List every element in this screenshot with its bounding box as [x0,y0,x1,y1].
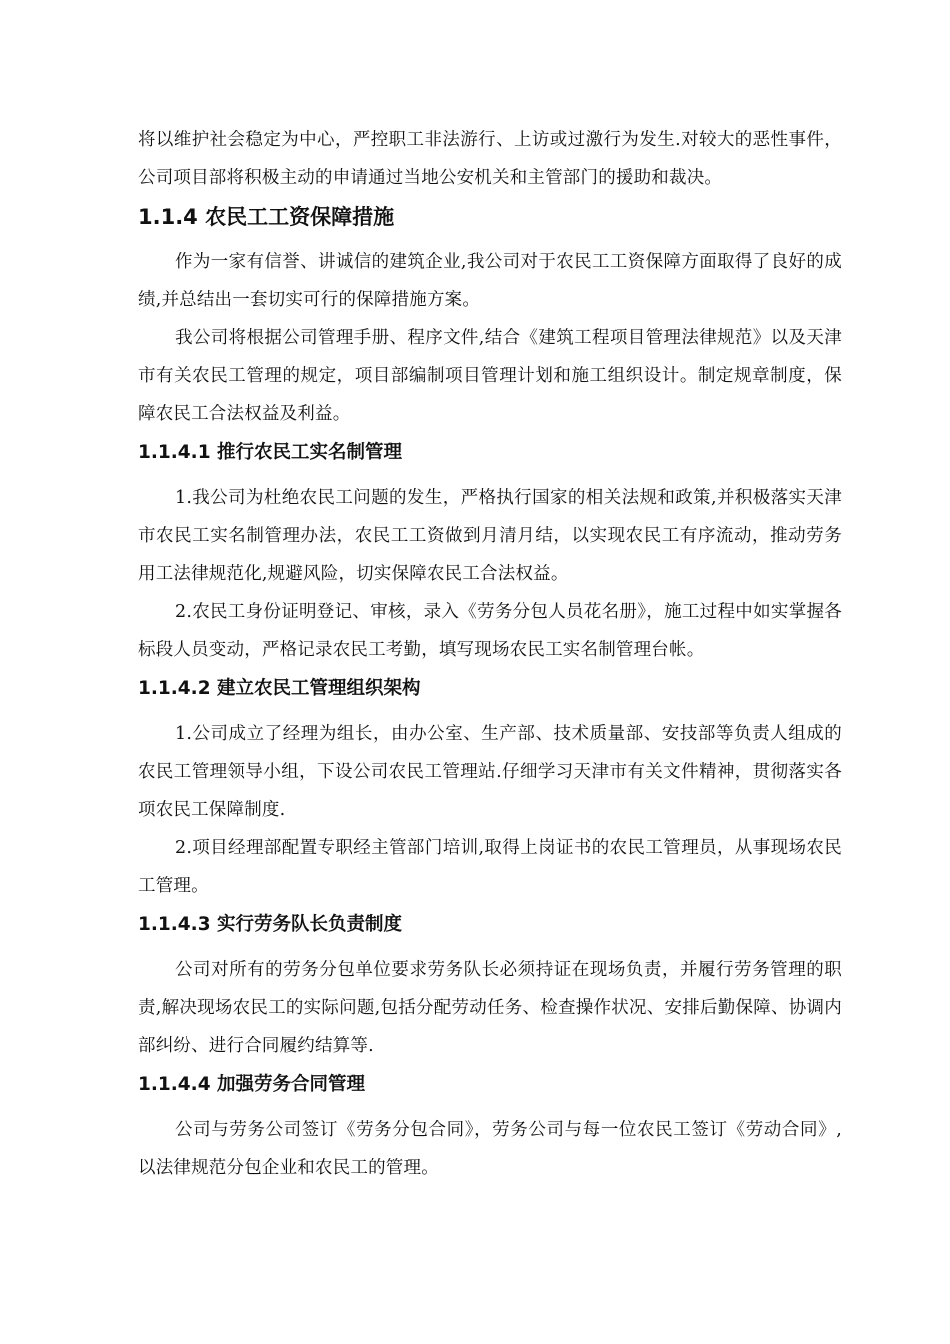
section-heading-1-1-4-1: 1.1.4.1 推行农民工实名制管理 [138,442,403,463]
paragraph: 公司对所有的劳务分包单位要求劳务队长必须持证在现场负责，并履行劳务管理的职责,解决现场农民工的实际问题,包括分配劳动任务、检查操作状况、安排后勤保障、协调内部纠纷、进行合同履约结算等. [138,960,842,1056]
paragraph: 作为一家有信誉、讲诚信的建筑企业,我公司对于农民工工资保障方面取得了良好的成绩,并总结出一套切实可行的保障措施方案。 [138,252,842,310]
section-heading-1-1-4-4: 1.1.4.4 加强劳务合同管理 [138,1074,366,1095]
paragraph: 我公司将根据公司管理手册、程序文件,结合《建筑工程项目管理法律规范》以及天津市有关农民工管理的规定，项目部编制项目管理计划和施工组织设计。制定规章制度，保障农民工合法权益及利益。 [138,328,842,424]
paragraph: 1.公司成立了经理为组长，由办公室、生产部、技术质量部、安技部等负责人组成的农民工管理领导小组，下设公司农民工管理站.仔细学习天津市有关文件精神，贯彻落实各项农民工保障制度. [138,724,842,820]
section-heading-1-1-4-3: 1.1.4.3 实行劳务队长负责制度 [138,914,403,935]
paragraph: 2.农民工身份证明登记、审核，录入《劳务分包人员花名册》，施工过程中如实掌握各标段人员变动，严格记录农民工考勤，填写现场农民工实名制管理台帐。 [138,602,842,660]
continuation-paragraph: 将以维护社会稳定为中心，严控职工非法游行、上访或过激行为发生.对较大的恶性事件，公司项目部将积极主动的申请通过当地公安机关和主管部门的援助和裁决。 [138,130,842,188]
document-body [138,121,842,1187]
paragraph: 2.项目经理部配置专职经主管部门培训,取得上岗证书的农民工管理员，从事现场农民工管理。 [138,838,842,896]
paragraph: 1.我公司为杜绝农民工问题的发生，严格执行国家的相关法规和政策,并积极落实天津市农民工实名制管理办法，农民工工资做到月清月结，以实现农民工有序流动，推动劳务用工法律规范化,规避风险，切实保障农民工合法权益。 [138,488,842,584]
section-heading-1-1-4: 1.1.4 农民工工资保障措施 [138,205,395,229]
paragraph: 公司与劳务公司签订《劳务分包合同》，劳务公司与每一位农民工签订《劳动合同》,以法律规范分包企业和农民工的管理。 [138,1120,842,1178]
section-heading-1-1-4-2: 1.1.4.2 建立农民工管理组织架构 [138,678,421,699]
